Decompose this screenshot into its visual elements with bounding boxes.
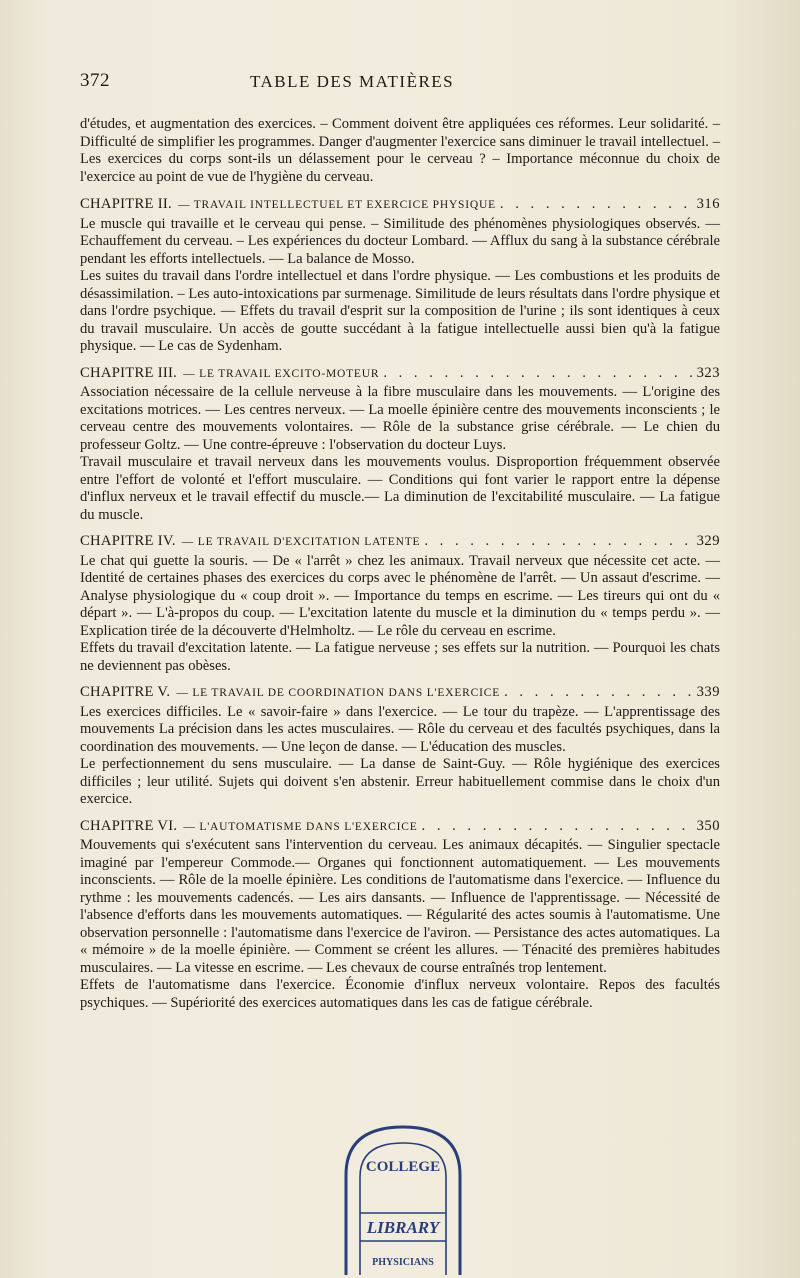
dot-leader [424,533,692,551]
table-of-contents [80,116,720,1012]
dot-leader [383,365,692,383]
chapter-heading [80,365,720,384]
chapter-entry [80,818,720,1013]
running-head: TABLE DES MATIÈRES [250,72,455,91]
chapter-title: — LE TRAVAIL D'EXCITATION LATENTE [181,536,421,548]
chapter-title: — LE TRAVAIL EXCITO-MOTEUR [183,367,380,380]
stamp-center-text: LIBRARY [366,1218,440,1237]
page-header [80,70,700,100]
chapter-heading [80,533,720,552]
chapter-title: — L'AUTOMATISME DANS L'EXERCICE [183,820,418,833]
chapter-page-number: 350 [696,817,720,834]
chapter-label: CHAPITRE II. [80,196,172,212]
chapter-summary-paragraph: Effets de l'automatisme dans l'exercice. Économie d'influx nerveux volontaire. Repos des facultés psychiques. — Supériorité des exercices automatiques dans les cas de fatigue cérébrale. [80,977,720,1011]
stamp-bottom-text: PHYSICIANS [372,1257,434,1268]
chapter-summary-paragraph: Le muscle qui travaille et le cerveau qui pense. – Similitude des phénomènes physiologiques observés. — Echauffement du cerveau. – Les expériences du docteur Lombard. — Afflux du sang à la substance cérébrale pendant les efforts intellectuels. — La balance de Mosso. [80,215,720,267]
chapter-summary-paragraph: Le chat qui guette la souris. — De « l'arrêt » chez les animaux. Travail nerveux que nécessite cet acte. — Identité de certaines phases des exercices du corps avec le phénomène de l'arrêt. — Un assaut d'escrime. — Analyse physiologique du « coup droit ». — Importance du temps en escrime. — Les tireurs qui ont du « départ ». — L'à-propos du coup. — L'excitation latente du muscle et la diminution du « temps perdu ». — Explication tirée de la découverte d'Helmholtz. — Le rôle du cerveau en escrime. [80,552,720,639]
chapter-summary-paragraph: Les suites du travail dans l'ordre intellectuel et dans l'ordre physique. — Les combustions et les produits de désassimilation. – Les auto-intoxications par surmenage. Similitude de leurs résultats dans l'ordre physique et dans l'ordre psychique. — Effets du travail d'esprit sur la composition de l'urine ; ils sont identiques à ceux du travail musculaire. Un accès de goutte succédant à la fatigue intellectuelle aussi bien qu'à la fatigue physique. — Le cas de Sydenham. [80,268,720,354]
chapter-label: CHAPITRE III. [80,364,178,381]
chapter-summary-paragraph: Mouvements qui s'exécutent sans l'intervention du cerveau. Les animaux décapités. — Singulier spectacle imaginé par l'empereur Commode.— Organes qui fonctionnent automatiquement. — Les mouvements inconscients. — Rôle de la moelle épinière. Les conditions de l'automatisme dans l'exercice. — Influence du rythme : les mouvements cadencés. — Les airs dansants. — Influence de l'apprentissage. — Nécessité de l'absence d'efforts dans les mouvements automatiques. — Régularité des actes soumis à l'automatisme. Une observation personnelle : l'automatisme dans l'exercice de l'aviron. — Persistance des actes automatiques. La « mémoire » de la moelle épinière. — Comment se créent les allures. — Ténacité des premières habitudes musculaires. — La vitesse en escrime. — Les chevaux de course entraînés trop lentement. [80,837,720,976]
chapter-page-number: 316 [696,196,720,212]
dot-leader [422,818,693,836]
chapter-summary-paragraph: Effets du travail d'excitation latente. — La fatigue nerveuse ; ses effets sur la nutrition. — Pourquoi les chats ne deviennent pas obèses. [80,640,720,674]
chapter-entry [80,365,720,525]
chapter-page-number: 329 [696,533,720,549]
chapter-page-number: 339 [696,684,720,700]
chapter-summary-paragraph: Travail musculaire et travail nerveux dans les mouvements voulus. Disproportion fréquemment observée entre l'effort de volonté et l'effort musculaire. — Conditions qui font varier le rapport entre la dépense d'influx nerveux et le travail effectif du muscle.— La diminution de l'excitabilité musculaire. — La fatigue du muscle. [80,454,720,523]
chapter-summary-paragraph: Association nécessaire de la cellule nerveuse à la fibre musculaire dans les mouvements. — L'origine des excitations motrices. — Les centres nerveux. — La moelle épinière centre des mouvements inconscients ; le cerveau centre des mouvements volontaires. — Rôle de la substance grise cérébrale. — Le chien du professeur Goltz. — Une contre-épreuve : l'observation du docteur Luys. [80,384,720,453]
chapter-label: CHAPITRE VI. [80,817,178,834]
chapter-heading [80,684,720,703]
chapter-title: — LE TRAVAIL DE COORDINATION DANS L'EXERCICE [176,687,501,699]
chapter-entry [80,533,720,675]
chapter-entry [80,684,720,809]
chapter-summary-paragraph: Le perfectionnement du sens musculaire. — La danse de Saint-Guy. — Rôle hygiénique des exercices difficiles ; leur utilité. Sujets qui doivent s'en abstenir. Erreur habituellement commise dans le choix d'un exercice. [80,756,720,807]
chapter-summary-paragraph: Les exercices difficiles. Le « savoir-faire » dans l'exercice. — Le tour du trapèze. — L'apprentissage des mouvements La précision dans les actes musculaires. — Rôle du cerveau et des facultés psychiques, dans la coordination des mouvements. — Une leçon de danse. — L'éducation des muscles. [80,703,720,755]
chapter-heading [80,196,720,215]
dot-leader [500,196,693,214]
chapter-entry [80,196,720,356]
stamp-top-text: COLLEGE [365,1159,441,1175]
stamp-outline [346,1127,460,1275]
dot-leader [504,684,693,702]
library-stamp [338,1115,468,1275]
chapter-label: CHAPITRE V. [80,684,171,700]
chapter-list [80,196,720,1012]
chapter-page-number: 323 [696,364,720,381]
intro-paragraph: d'études, et augmentation des exercices. – Comment doivent être appliquées ces réformes. Leur solidarité. – Difficulté de simplifier les programmes. Danger d'augmenter l'exercice sans diminuer le travail intellectuel. – Les exercices du corps sont-ils un délassement pour le cerveau ? – Importance méconnue du choix de l'exercice au point de vue de l'hygiène du cerveau. [80,116,720,185]
chapter-heading [80,818,720,837]
chapter-label: CHAPITRE IV. [80,533,176,549]
page-number: 372 [80,70,110,91]
chapter-title: — TRAVAIL INTELLECTUEL ET EXERCICE PHYSIQUE [177,199,496,211]
